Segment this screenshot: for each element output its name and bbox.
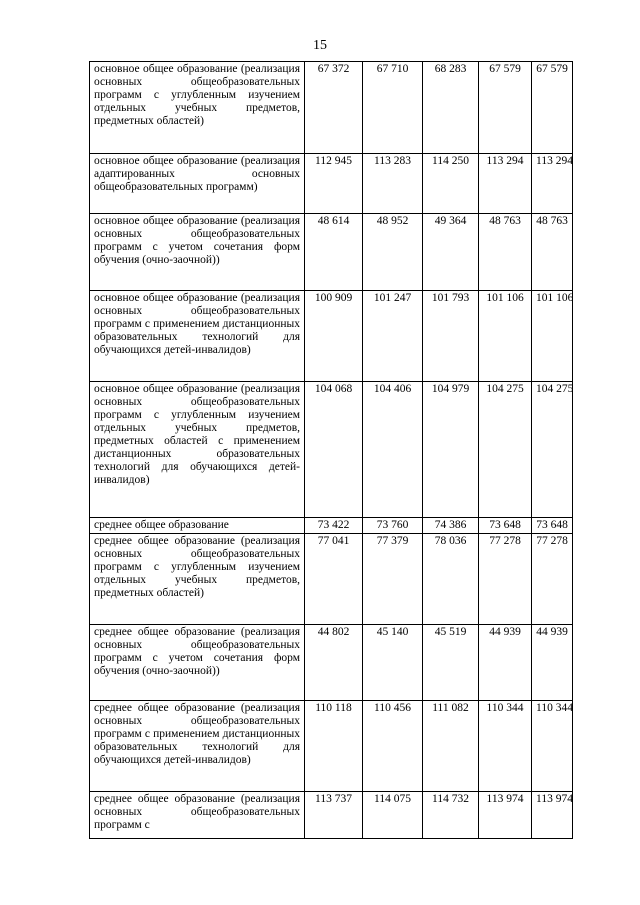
value-cell: 73 648 bbox=[479, 518, 532, 534]
value-cell: 45 519 bbox=[423, 625, 479, 701]
value-cell: 110 118 bbox=[305, 701, 363, 792]
row-description: среднее общее образование bbox=[90, 518, 305, 534]
value-cell: 73 648 bbox=[532, 518, 573, 534]
table-row bbox=[90, 518, 573, 534]
value-cell: 104 275 bbox=[532, 382, 573, 518]
value-cell: 113 737 bbox=[305, 792, 363, 839]
value-cell: 68 283 bbox=[423, 62, 479, 154]
value-cell: 48 614 bbox=[305, 214, 363, 291]
table-row bbox=[90, 291, 573, 382]
value-cell: 104 275 bbox=[479, 382, 532, 518]
value-cell: 74 386 bbox=[423, 518, 479, 534]
table-row bbox=[90, 382, 573, 518]
value-cell: 67 710 bbox=[363, 62, 423, 154]
value-cell: 48 763 bbox=[532, 214, 573, 291]
value-cell: 114 075 bbox=[363, 792, 423, 839]
value-cell: 48 763 bbox=[479, 214, 532, 291]
row-description: основное общее образование (реализация основных общеобразовательных программ с учетом сочетания форм обучения (очно-заочной)) bbox=[90, 214, 305, 291]
table-row bbox=[90, 154, 573, 214]
table-row bbox=[90, 792, 573, 839]
value-cell: 67 579 bbox=[479, 62, 532, 154]
value-cell: 112 945 bbox=[305, 154, 363, 214]
row-description: основное общее образование (реализация основных общеобразовательных программ с углубленным изучением отдельных учебных предметов, предметных областей с применением дистанционных образовательных технологий для обучающихся детей-инвалидов) bbox=[90, 382, 305, 518]
value-cell: 101 793 bbox=[423, 291, 479, 382]
value-cell: 104 406 bbox=[363, 382, 423, 518]
table-body bbox=[90, 62, 573, 839]
value-cell: 110 344 bbox=[532, 701, 573, 792]
value-cell: 101 106 bbox=[479, 291, 532, 382]
value-cell: 101 106 bbox=[532, 291, 573, 382]
value-cell: 104 979 bbox=[423, 382, 479, 518]
value-cell: 44 939 bbox=[479, 625, 532, 701]
row-description: среднее общее образование (реализация основных общеобразовательных программ с углубленным изучением отдельных учебных предметов, предметных областей) bbox=[90, 534, 305, 625]
row-description: среднее общее образование (реализация основных общеобразовательных программ с учетом сочетания форм обучения (очно-заочной)) bbox=[90, 625, 305, 701]
value-cell: 49 364 bbox=[423, 214, 479, 291]
value-cell: 113 283 bbox=[363, 154, 423, 214]
value-cell: 77 278 bbox=[479, 534, 532, 625]
value-cell: 104 068 bbox=[305, 382, 363, 518]
value-cell: 113 294 bbox=[532, 154, 573, 214]
value-cell: 110 344 bbox=[479, 701, 532, 792]
value-cell: 73 760 bbox=[363, 518, 423, 534]
value-cell: 113 974 bbox=[532, 792, 573, 839]
value-cell: 67 579 bbox=[532, 62, 573, 154]
value-cell: 44 802 bbox=[305, 625, 363, 701]
row-description: основное общее образование (реализация основных общеобразовательных программ с применением дистанционных образовательных технологий для обучающихся детей-инвалидов) bbox=[90, 291, 305, 382]
funding-table bbox=[89, 61, 573, 839]
page-number: 15 bbox=[313, 38, 327, 53]
value-cell: 113 294 bbox=[479, 154, 532, 214]
value-cell: 77 041 bbox=[305, 534, 363, 625]
value-cell: 77 379 bbox=[363, 534, 423, 625]
value-cell: 111 082 bbox=[423, 701, 479, 792]
row-description: среднее общее образование (реализация основных общеобразовательных программ с bbox=[90, 792, 305, 839]
value-cell: 48 952 bbox=[363, 214, 423, 291]
row-description: основное общее образование (реализация основных общеобразовательных программ с углубленным изучением отдельных учебных предметов, предметных областей) bbox=[90, 62, 305, 154]
value-cell: 67 372 bbox=[305, 62, 363, 154]
value-cell: 73 422 bbox=[305, 518, 363, 534]
value-cell: 78 036 bbox=[423, 534, 479, 625]
value-cell: 100 909 bbox=[305, 291, 363, 382]
table-row bbox=[90, 701, 573, 792]
table-row bbox=[90, 62, 573, 154]
table-row bbox=[90, 214, 573, 291]
value-cell: 101 247 bbox=[363, 291, 423, 382]
value-cell: 77 278 bbox=[532, 534, 573, 625]
table-row bbox=[90, 534, 573, 625]
value-cell: 113 974 bbox=[479, 792, 532, 839]
value-cell: 114 732 bbox=[423, 792, 479, 839]
row-description: среднее общее образование (реализация основных общеобразовательных программ с применением дистанционных образовательных технологий для обучающихся детей-инвалидов) bbox=[90, 701, 305, 792]
value-cell: 45 140 bbox=[363, 625, 423, 701]
table-row bbox=[90, 625, 573, 701]
row-description: основное общее образование (реализация адаптированных основных общеобразовательных программ) bbox=[90, 154, 305, 214]
value-cell: 114 250 bbox=[423, 154, 479, 214]
value-cell: 110 456 bbox=[363, 701, 423, 792]
value-cell: 44 939 bbox=[532, 625, 573, 701]
